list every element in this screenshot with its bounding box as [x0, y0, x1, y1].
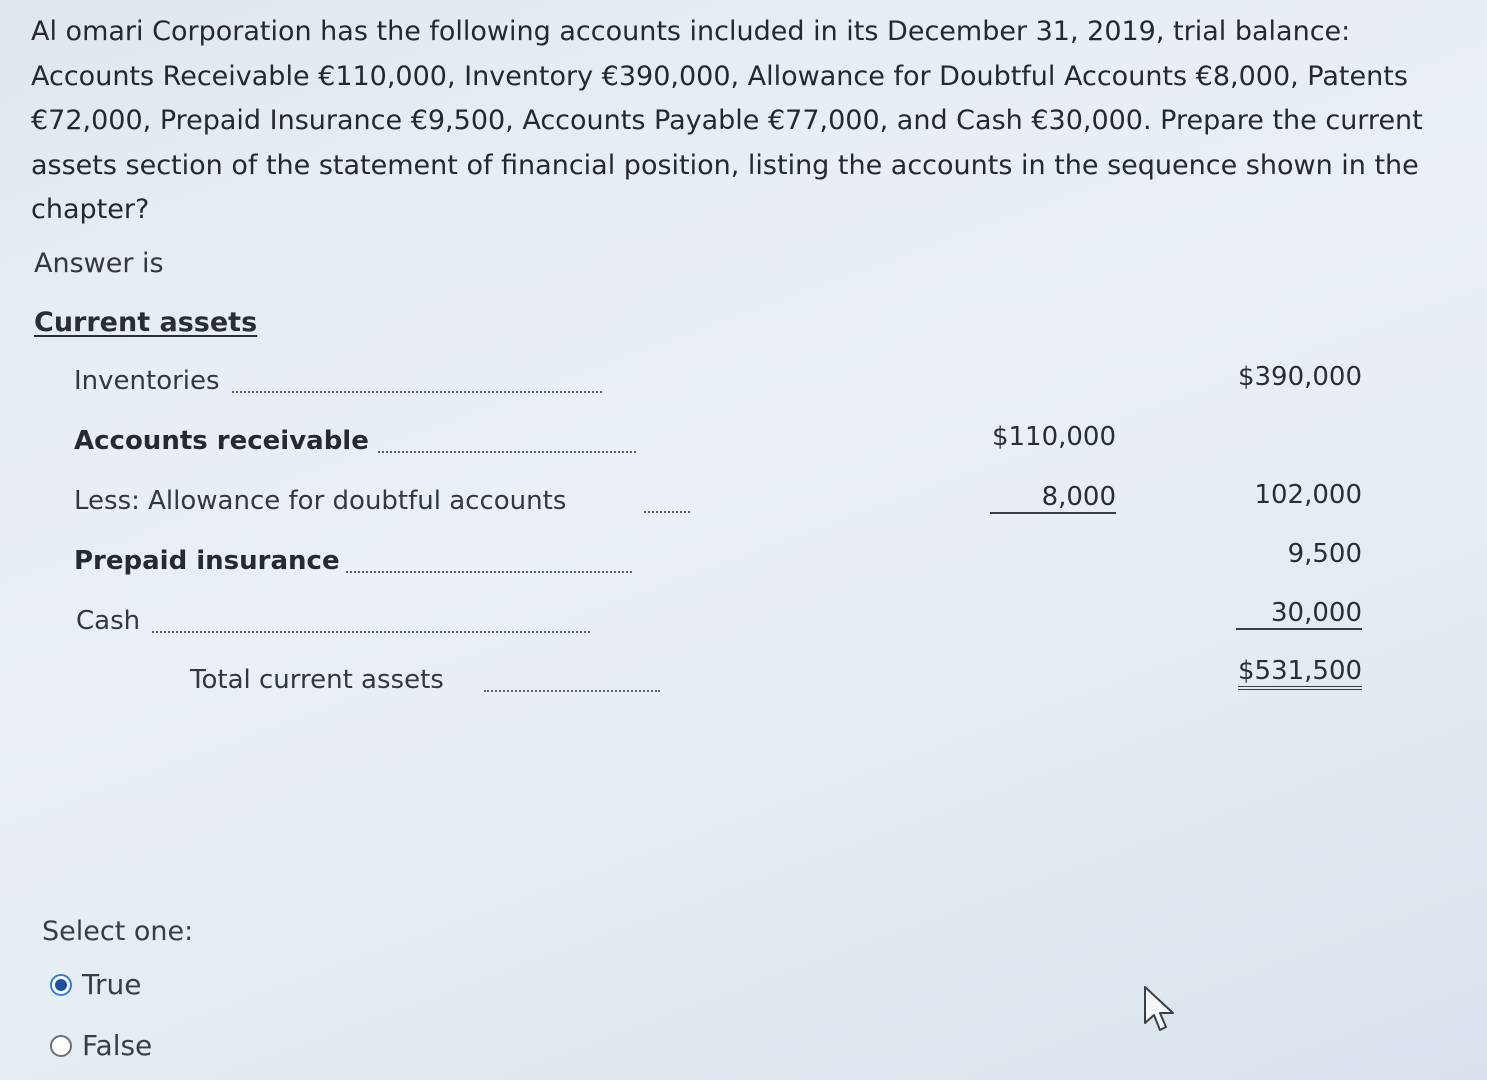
amount-inventories: $390,000: [1237, 362, 1362, 392]
mouse-pointer-icon: [1143, 985, 1179, 1033]
dot-leader: [378, 451, 636, 453]
amount-allowance: 8,000: [990, 482, 1116, 514]
dot-leader: [644, 511, 690, 513]
dot-leader: [152, 631, 590, 633]
row-label-prepaid-insurance: Prepaid insurance: [74, 546, 340, 576]
answer-intro: Answer is: [34, 248, 164, 279]
select-one-prompt: Select one:: [42, 916, 194, 947]
option-true-label: True: [82, 968, 142, 1001]
dot-leader: [484, 690, 660, 692]
option-true[interactable]: [50, 968, 141, 1001]
radio-true[interactable]: [50, 974, 72, 996]
amount-net-receivable: 102,000: [1254, 480, 1362, 510]
amount-total: $531,500: [1238, 656, 1362, 690]
radio-false[interactable]: [50, 1035, 72, 1057]
dot-leader: [346, 571, 632, 573]
row-label-cash: Cash: [76, 606, 141, 636]
option-false-label: False: [82, 1029, 153, 1062]
row-label-accounts-receivable: Accounts receivable: [74, 426, 369, 456]
row-label-total: Total current assets: [190, 665, 444, 695]
question-text: Al omari Corporation has the following accounts included in its December 31, 2019, trial balance: Accounts Receivable €110,000, Inventory €390,000, Allowance for Doubtful Accounts €8,000, Patents €72,000, Prepaid Insurance €9,500, Accounts Payable €77,000, and Cash €30,000. Prepare the current assets section of the statement of financial position, listing the accounts in the sequence shown in the chapter?: [31, 16, 1423, 225]
amount-accounts-receivable: $110,000: [991, 422, 1116, 452]
row-label-allowance: Less: Allowance for doubtful accounts: [74, 486, 567, 516]
dot-leader: [232, 391, 602, 393]
amount-cash: 30,000: [1236, 598, 1362, 630]
row-label-inventories: Inventories: [74, 366, 220, 396]
option-false[interactable]: [50, 1029, 152, 1062]
amount-prepaid-insurance: 9,500: [1287, 539, 1362, 569]
section-title: Current assets: [34, 307, 258, 338]
